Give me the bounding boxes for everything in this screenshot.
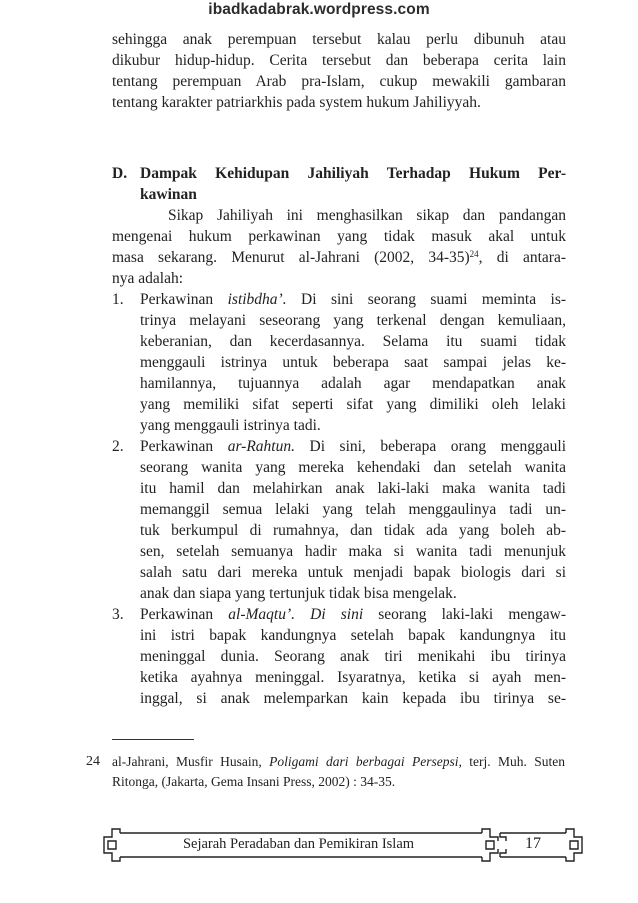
footnote-number: 24 <box>86 754 100 769</box>
section-title-line: Dampak Kehidupan Jahiliyah Terhadap Hukum Per- <box>140 165 566 182</box>
list-text: Perkawinan <box>140 606 229 623</box>
body-line: tentang perempuan Arab pra-Islam, cukup mewakili gambaran <box>112 73 566 90</box>
footnote-text: terj. Muh. Suten <box>461 754 566 769</box>
body-line: sehingga anak perempuan tersebut kalau perlu dibunuh atau <box>112 31 566 48</box>
list-line: yang memiliki sifat seperti sifat yang dimiliki oleh lelaki <box>140 396 566 413</box>
right-ornament-icon <box>566 829 582 861</box>
footnote-divider <box>112 739 194 740</box>
footnote-ref[interactable]: 24 <box>469 249 479 259</box>
body-line: Sikap Jahiliyah ini menghasilkan sikap dan pandangan <box>168 207 566 224</box>
list-line: memanggil semua lelaki yang telah menggaulinya tadi un- <box>140 501 566 518</box>
list-term: istibdha’. <box>227 291 287 308</box>
list-line: itu hamil dan melahirkan anak laki-laki maka wanita tadi <box>140 480 566 497</box>
footnote-line: Ritonga, (Jakarta, Gema Insani Press, 2002) : 34-35. <box>112 774 396 789</box>
list-line: trinya melayani seseorang yang terkenal dengan kemuliaan, <box>140 312 566 329</box>
list-line <box>140 289 566 310</box>
list-term: al-Maqtu’. Di sini <box>228 606 364 623</box>
list-line: inggal, si anak melemparkan kain kepada ibu tirinya se- <box>140 690 566 707</box>
footnote-title: Poligami dari berbagai Persepsi, <box>269 754 462 769</box>
citation-line <box>112 247 566 268</box>
middle-ornament-icon <box>482 829 506 861</box>
list-line: tuk berkumpul di rumahnya, dan tidak ada yang boleh ab- <box>140 522 566 539</box>
list-line: keberanian, dan kecerdasannya. Selama itu suami tidak <box>140 333 566 350</box>
list-number: 3. <box>112 606 124 623</box>
list-number: 2. <box>112 438 124 455</box>
body-line: tentang karakter patriarkhis pada system hukum Jahiliyyah. <box>112 94 481 111</box>
list-text: Di sini, beberapa orang menggauli <box>295 438 567 455</box>
running-book-title: Sejarah Peradaban dan Pemikiran Islam <box>182 836 415 852</box>
list-line: yang menggauli istrinya tadi. <box>140 417 321 434</box>
footnote-line <box>112 752 565 772</box>
list-text: Di sini seorang suami meminta is- <box>286 291 567 308</box>
list-line: hamilannya, tujuannya adalah agar mendapatkan anak <box>140 375 566 392</box>
citation-text: masa sekarang. Menurut al-Jahrani (2002, 34-35) <box>112 249 470 266</box>
list-line: salah satu dari mereka untuk menjadi bapak biologis dari si <box>140 564 566 581</box>
body-line: mengenai hukum perkawinan yang tidak masuk akal untuk <box>112 228 566 245</box>
list-line: meninggal dunia. Seorang anak tiri menikahi ibu tirinya <box>140 648 566 665</box>
list-line: ini istri bapak kandungnya setelah bapak kandungnya itu <box>140 627 566 644</box>
list-text: Perkawinan <box>140 291 228 308</box>
body-line: dikubur hidup-hidup. Cerita tersebut dan beberapa cerita lain <box>112 52 566 69</box>
page-footer <box>0 826 638 866</box>
page-number: 17 <box>525 835 541 852</box>
list-term: ar-Rahtun. <box>227 438 295 455</box>
list-text: seorang laki-laki mengaw- <box>363 606 566 623</box>
left-ornament-icon <box>104 829 120 861</box>
list-number: 1. <box>112 291 124 308</box>
watermark-url: ibadkadabrak.wordpress.com <box>208 1 430 18</box>
list-line: sen, setelah semuanya hadir maka si wanita tadi menunjuk <box>140 543 566 560</box>
citation-tail: , di antara- <box>478 249 567 266</box>
list-text: Perkawinan <box>140 438 228 455</box>
list-line: anak dan siapa yang tertunjuk tidak bisa mengelak. <box>140 585 457 602</box>
section-title-line: kawinan <box>140 186 197 203</box>
footnote-author: al-Jahrani, Musfir Husain, <box>112 754 270 769</box>
list-line <box>140 436 566 457</box>
list-line: ketika ayahnya meninggal. Isyaratnya, ketika si ayah men- <box>140 669 566 686</box>
list-line: menggauli istrinya untuk beberapa saat sampai jelas ke- <box>140 354 566 371</box>
list-line <box>140 604 566 625</box>
list-line: seorang wanita yang mereka kehendaki dan setelah wanita <box>140 459 566 476</box>
body-line: nya adalah: <box>112 270 184 287</box>
section-letter: D. <box>112 165 128 182</box>
